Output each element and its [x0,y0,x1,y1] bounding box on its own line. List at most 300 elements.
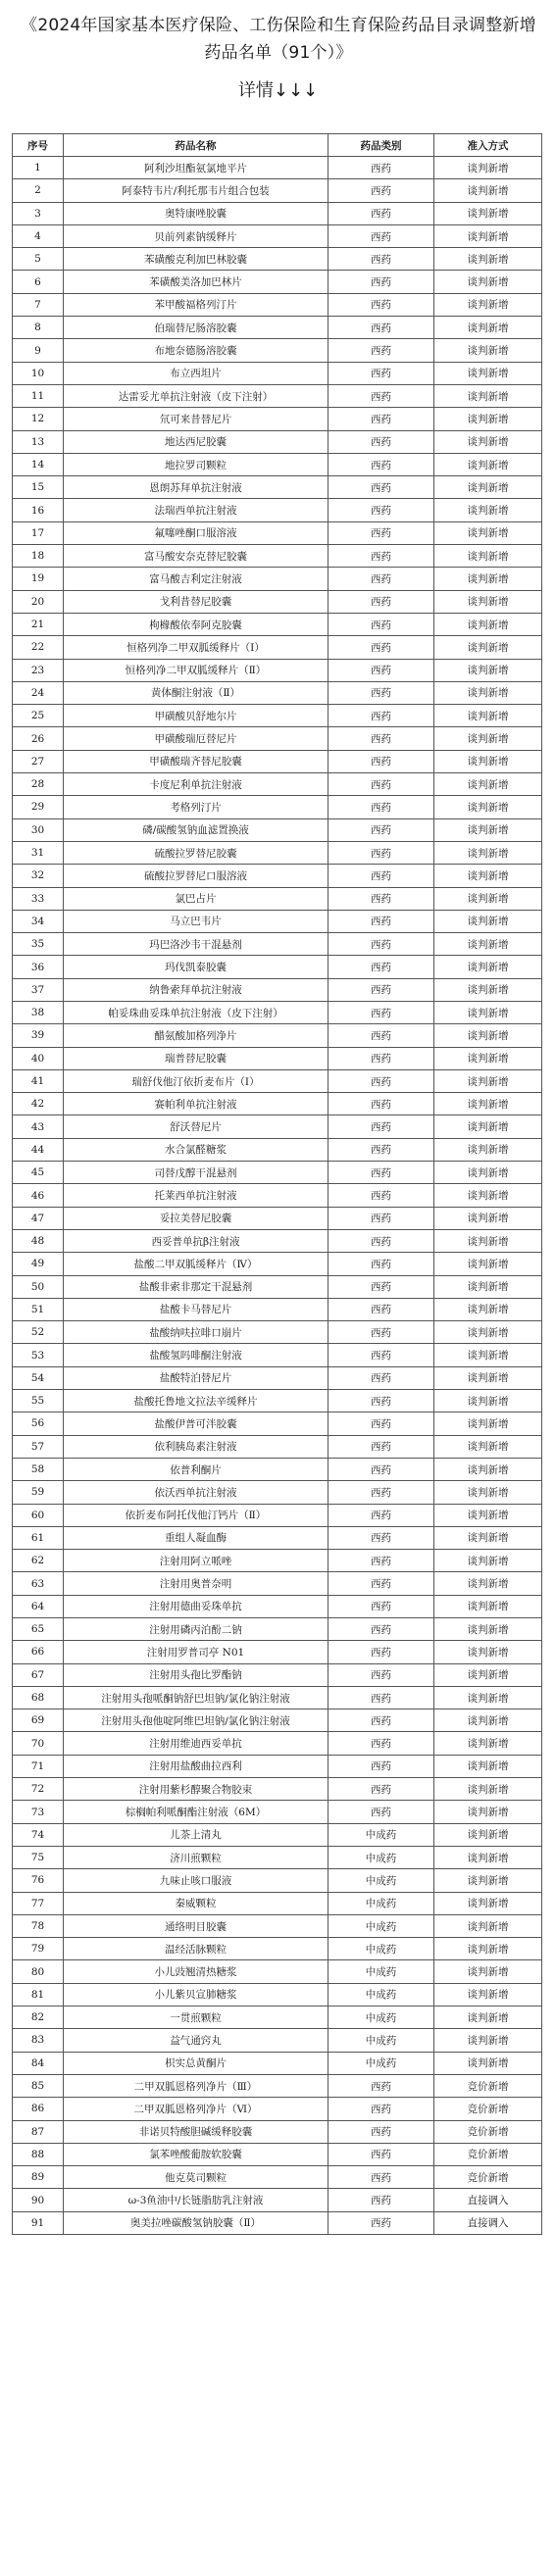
cell-drug-name: 注射用磷丙泊酚二钠 [64,1618,329,1641]
cell-access-method: 谈判新增 [434,865,542,887]
table-row [13,2143,542,2165]
table-row [13,1823,542,1846]
header-index: 序号 [13,134,64,157]
cell-access-method: 谈判新增 [434,1526,542,1549]
cell-drug-category: 西药 [329,1526,434,1549]
cell-access-method: 谈判新增 [434,202,542,224]
cell-drug-category: 西药 [329,1069,434,1092]
cell-drug-name: 托莱西单抗注射液 [64,1184,329,1207]
cell-access-method: 谈判新增 [434,453,542,475]
cell-drug-name: 苯磺酸克利加巴林胶囊 [64,248,329,271]
cell-index: 28 [13,773,64,796]
table-row [13,681,542,704]
table-row [13,2189,542,2211]
table-row [13,545,542,568]
cell-drug-name: 注射用罗普司亭 N01 [64,1641,329,1663]
table-row [13,1344,542,1366]
cell-drug-name: 注射用紫杉醇聚合物胶束 [64,1778,329,1801]
cell-access-method: 直接调入 [434,2211,542,2234]
table-row [13,613,542,635]
table-row [13,1869,542,1892]
table-row [13,2074,542,2097]
table-row [13,339,542,362]
cell-index: 81 [13,1983,64,2006]
table-row [13,499,542,521]
cell-access-method: 谈判新增 [434,384,542,407]
cell-drug-category: 西药 [329,202,434,224]
cell-index: 15 [13,476,64,499]
table-row [13,2120,542,2143]
table-row [13,956,542,978]
cell-drug-name: 注射用头孢哌酮钠舒巴坦钠/氯化钠注射液 [64,1686,329,1709]
table-row [13,1412,542,1435]
cell-index: 90 [13,2189,64,2211]
cell-drug-category: 西药 [329,1732,434,1755]
cell-index: 9 [13,339,64,362]
table-row [13,636,542,659]
cell-drug-category: 中成药 [329,1983,434,2006]
cell-access-method: 谈判新增 [434,179,542,202]
table-row [13,1526,542,1549]
cell-access-method: 谈判新增 [434,1572,542,1595]
cell-index: 65 [13,1618,64,1641]
table-row [13,521,542,544]
cell-index: 10 [13,362,64,384]
cell-drug-name: 阿泰特韦片/利托那韦片组合包装 [64,179,329,202]
table-row [13,1321,542,1344]
cell-access-method: 谈判新增 [434,157,542,179]
cell-index: 42 [13,1093,64,1115]
cell-drug-category: 中成药 [329,1823,434,1846]
table-row [13,179,542,202]
cell-drug-category: 中成药 [329,1960,434,1983]
cell-drug-name: 戈利昔替尼胶囊 [64,590,329,613]
cell-index: 19 [13,568,64,590]
cell-index: 64 [13,1595,64,1617]
cell-access-method: 谈判新增 [434,293,542,316]
cell-access-method: 谈判新增 [434,1458,542,1480]
cell-access-method: 谈判新增 [434,1115,542,1138]
cell-access-method: 谈判新增 [434,887,542,910]
table-row [13,1047,542,1069]
cell-drug-name: 奥美拉唑碳酸氢钠胶囊（Ⅱ） [64,2211,329,2234]
cell-drug-name: 棕榈帕利哌酮酯注射液（6M） [64,1801,329,1823]
cell-access-method: 谈判新增 [434,590,542,613]
cell-index: 49 [13,1253,64,1275]
cell-access-method: 谈判新增 [434,1344,542,1366]
cell-drug-category: 西药 [329,1344,434,1366]
cell-index: 17 [13,521,64,544]
cell-access-method: 谈判新增 [434,2029,542,2052]
cell-drug-category: 西药 [329,1115,434,1138]
cell-index: 20 [13,590,64,613]
cell-drug-name: 盐酸纳呋拉啡口崩片 [64,1321,329,1344]
header-access-method: 准入方式 [434,134,542,157]
cell-access-method: 谈判新增 [434,910,542,932]
cell-access-method: 谈判新增 [434,1024,542,1047]
cell-drug-name: 益气通窍丸 [64,2029,329,2052]
cell-index: 75 [13,1846,64,1868]
table-row [13,1001,542,1023]
table-row [13,384,542,407]
cell-drug-name: 二甲双胍恩格列净片（Ⅲ） [64,2074,329,2097]
cell-drug-name: 他克莫司颗粒 [64,2166,329,2189]
cell-drug-category: 西药 [329,453,434,475]
cell-access-method: 直接调入 [434,2189,542,2211]
cell-index: 23 [13,659,64,681]
cell-index: 25 [13,705,64,727]
cell-drug-category: 西药 [329,659,434,681]
cell-access-method: 谈判新增 [434,1275,542,1298]
cell-access-method: 谈判新增 [434,1618,542,1641]
cell-access-method: 谈判新增 [434,1960,542,1983]
cell-drug-category: 西药 [329,1162,434,1184]
cell-drug-category: 西药 [329,1229,434,1252]
table-row [13,1938,542,1960]
cell-access-method: 谈判新增 [434,933,542,956]
cell-access-method: 谈判新增 [434,476,542,499]
cell-drug-name: 恒格列净二甲双胍缓释片（Ⅰ） [64,636,329,659]
cell-index: 52 [13,1321,64,1344]
cell-drug-name: 一贯煎颗粒 [64,2006,329,2029]
cell-index: 33 [13,887,64,910]
cell-access-method: 谈判新增 [434,271,542,293]
cell-drug-name: 阿利沙坦酯氨氯地平片 [64,157,329,179]
cell-drug-name: 依利胰岛素注射液 [64,1435,329,1458]
table-row [13,1550,542,1572]
cell-index: 26 [13,727,64,750]
cell-index: 22 [13,636,64,659]
cell-drug-name: 玛伐凯泰胶囊 [64,956,329,978]
page-title: 《2024年国家基本医疗保险、工伤保险和生育保险药品目录调整新增药品名单（91个）》 [21,16,536,63]
cell-drug-category: 西药 [329,2211,434,2234]
cell-drug-name: 依折麦布阿托伐他汀钙片（Ⅱ） [64,1504,329,1526]
cell-drug-name: 法瑞西单抗注射液 [64,499,329,521]
cell-drug-name: 甲磺酸贝舒地尔片 [64,705,329,727]
cell-drug-category: 西药 [329,956,434,978]
cell-drug-name: 瑞舒伐他汀依折麦布片（Ⅰ） [64,1069,329,1092]
table-row [13,1801,542,1823]
cell-drug-category: 西药 [329,1709,434,1732]
cell-drug-category: 西药 [329,1481,434,1504]
table-row [13,1504,542,1526]
cell-access-method: 谈判新增 [434,1093,542,1115]
cell-index: 51 [13,1298,64,1320]
table-row [13,1069,542,1092]
cell-drug-category: 西药 [329,1755,434,1777]
cell-drug-name: 二甲双胍恩格列净片（Ⅵ） [64,2098,329,2120]
cell-index: 91 [13,2211,64,2234]
cell-drug-name: 儿茶上清丸 [64,1823,329,1846]
cell-drug-name: 依沃西单抗注射液 [64,1481,329,1504]
table-row [13,1778,542,1801]
cell-drug-category: 西药 [329,1663,434,1686]
cell-index: 13 [13,430,64,453]
cell-drug-name: 盐酸卡马替尼片 [64,1298,329,1320]
cell-drug-category: 中成药 [329,1892,434,1914]
cell-drug-category: 西药 [329,910,434,932]
cell-drug-category: 西药 [329,1253,434,1275]
cell-index: 38 [13,1001,64,1023]
cell-index: 63 [13,1572,64,1595]
cell-index: 31 [13,841,64,864]
cell-index: 46 [13,1184,64,1207]
cell-access-method: 谈判新增 [434,1641,542,1663]
cell-drug-name: 水合氯醛糖浆 [64,1138,329,1161]
cell-access-method: 谈判新增 [434,1412,542,1435]
cell-access-method: 谈判新增 [434,317,542,339]
cell-index: 68 [13,1686,64,1709]
cell-drug-category: 西药 [329,750,434,772]
cell-drug-name: 富马酸吉利定注射液 [64,568,329,590]
cell-access-method: 谈判新增 [434,499,542,521]
cell-drug-name: 赛帕利单抗注射液 [64,1093,329,1115]
cell-index: 34 [13,910,64,932]
table-row [13,430,542,453]
table-row [13,1390,542,1412]
cell-access-method: 谈判新增 [434,1709,542,1732]
cell-drug-name: 盐酸伊普可泮胶囊 [64,1412,329,1435]
cell-index: 48 [13,1229,64,1252]
cell-access-method: 谈判新增 [434,1550,542,1572]
cell-drug-category: 西药 [329,1572,434,1595]
cell-drug-name: 济川煎颗粒 [64,1846,329,1868]
cell-drug-category: 西药 [329,1618,434,1641]
cell-access-method: 谈判新增 [434,1298,542,1320]
table-row [13,476,542,499]
cell-access-method: 谈判新增 [434,1229,542,1252]
cell-index: 2 [13,179,64,202]
cell-access-method: 谈判新增 [434,1595,542,1617]
cell-index: 89 [13,2166,64,2189]
cell-index: 55 [13,1390,64,1412]
cell-index: 7 [13,293,64,316]
cell-drug-category: 西药 [329,1504,434,1526]
cell-drug-category: 西药 [329,2098,434,2120]
cell-drug-category: 西药 [329,796,434,818]
cell-access-method: 谈判新增 [434,1846,542,1868]
table-row [13,408,542,430]
cell-drug-name: 重组人凝血酶 [64,1526,329,1549]
cell-drug-category: 西药 [329,408,434,430]
cell-drug-category: 西药 [329,705,434,727]
cell-index: 16 [13,499,64,521]
cell-access-method: 谈判新增 [434,408,542,430]
table-row [13,1162,542,1184]
cell-drug-name: 注射用头孢他啶阿维巴坦钠/氯化钠注射液 [64,1709,329,1732]
header-drug-name: 药品名称 [64,134,329,157]
table-row [13,590,542,613]
cell-drug-category: 西药 [329,818,434,841]
table-row [13,1298,542,1320]
cell-access-method: 谈判新增 [434,818,542,841]
cell-access-method: 谈判新增 [434,1162,542,1184]
table-row [13,1892,542,1914]
table-row [13,202,542,224]
cell-drug-category: 西药 [329,1001,434,1023]
cell-index: 40 [13,1047,64,1069]
table-row [13,978,542,1001]
cell-drug-category: 西药 [329,1138,434,1161]
cell-index: 30 [13,818,64,841]
cell-drug-name: 伯瑞替尼肠溶胶囊 [64,317,329,339]
table-row [13,1435,542,1458]
table-row [13,1184,542,1207]
cell-drug-name: 奥特康唑胶囊 [64,202,329,224]
cell-access-method: 谈判新增 [434,796,542,818]
table-row [13,293,542,316]
cell-index: 60 [13,1504,64,1526]
table-row [13,841,542,864]
cell-drug-category: 西药 [329,841,434,864]
cell-access-method: 谈判新增 [434,545,542,568]
table-row [13,568,542,590]
cell-drug-category: 西药 [329,521,434,544]
table-row [13,865,542,887]
cell-drug-name: 非诺贝特酸胆碱缓释胶囊 [64,2120,329,2143]
cell-drug-name: 氘可来昔替尼片 [64,408,329,430]
cell-index: 29 [13,796,64,818]
cell-index: 74 [13,1823,64,1846]
cell-drug-name: 硫酸拉罗替尼口服溶液 [64,865,329,887]
cell-index: 84 [13,2052,64,2074]
cell-drug-category: 西药 [329,613,434,635]
cell-access-method: 谈判新增 [434,978,542,1001]
details-subtitle: 详情↓↓↓ [237,80,319,101]
cell-drug-name: 布立西坦片 [64,362,329,384]
cell-index: 79 [13,1938,64,1960]
cell-index: 4 [13,224,64,247]
cell-access-method: 谈判新增 [434,1914,542,1937]
cell-index: 21 [13,613,64,635]
table-row [13,453,542,475]
cell-index: 32 [13,865,64,887]
table-row [13,1138,542,1161]
cell-drug-category: 中成药 [329,1869,434,1892]
cell-index: 45 [13,1162,64,1184]
cell-drug-category: 西药 [329,339,434,362]
cell-access-method: 谈判新增 [434,224,542,247]
cell-index: 78 [13,1914,64,1937]
cell-access-method: 谈判新增 [434,1801,542,1823]
cell-access-method: 谈判新增 [434,659,542,681]
table-row [13,1229,542,1252]
cell-index: 80 [13,1960,64,1983]
cell-drug-category: 西药 [329,590,434,613]
cell-drug-name: 磷/碳酸氢钠血滤置换液 [64,818,329,841]
cell-access-method: 谈判新增 [434,841,542,864]
cell-index: 73 [13,1801,64,1823]
cell-access-method: 谈判新增 [434,727,542,750]
table-row [13,2166,542,2189]
cell-drug-name: 地拉罗司颗粒 [64,453,329,475]
cell-access-method: 谈判新增 [434,1686,542,1709]
cell-access-method: 谈判新增 [434,1778,542,1801]
cell-drug-category: 西药 [329,2189,434,2211]
cell-drug-name: 苯甲酸福格列汀片 [64,293,329,316]
cell-drug-category: 西药 [329,978,434,1001]
table-row [13,362,542,384]
table-row [13,1914,542,1937]
cell-index: 82 [13,2006,64,2029]
table-row [13,1686,542,1709]
table-row [13,659,542,681]
cell-drug-category: 西药 [329,1366,434,1389]
cell-index: 11 [13,384,64,407]
cell-drug-category: 西药 [329,636,434,659]
cell-drug-category: 西药 [329,2120,434,2143]
cell-access-method: 谈判新增 [434,1253,542,1275]
cell-drug-category: 中成药 [329,2029,434,2052]
cell-access-method: 谈判新增 [434,705,542,727]
cell-drug-name: 甲磺酸瑞齐替尼胶囊 [64,750,329,772]
cell-drug-category: 西药 [329,1595,434,1617]
cell-drug-category: 中成药 [329,2006,434,2029]
cell-access-method: 竞价新增 [434,2143,542,2165]
cell-drug-category: 西药 [329,2074,434,2097]
table-row [13,773,542,796]
drug-table-container [12,133,541,2235]
cell-drug-name: 卡度尼利单抗注射液 [64,773,329,796]
cell-index: 39 [13,1024,64,1047]
cell-index: 3 [13,202,64,224]
cell-drug-name: 纳鲁索拜单抗注射液 [64,978,329,1001]
cell-access-method: 谈判新增 [434,1755,542,1777]
cell-drug-name: 枸橼酸依奉阿克胶囊 [64,613,329,635]
cell-drug-category: 西药 [329,1321,434,1344]
table-header-row [13,134,542,157]
cell-index: 66 [13,1641,64,1663]
cell-access-method: 谈判新增 [434,1869,542,1892]
cell-access-method: 竞价新增 [434,2120,542,2143]
cell-drug-category: 西药 [329,157,434,179]
cell-drug-name: 小儿紫贝宣肺糖浆 [64,1983,329,2006]
cell-index: 37 [13,978,64,1001]
cell-index: 69 [13,1709,64,1732]
cell-drug-name: 帕妥珠曲妥珠单抗注射液（皮下注射） [64,1001,329,1023]
cell-drug-category: 西药 [329,1024,434,1047]
table-row [13,910,542,932]
cell-access-method: 谈判新增 [434,1184,542,1207]
cell-drug-name: 枳实总黄酮片 [64,2052,329,2074]
table-row [13,1732,542,1755]
cell-index: 8 [13,317,64,339]
cell-drug-category: 西药 [329,568,434,590]
cell-index: 61 [13,1526,64,1549]
cell-access-method: 谈判新增 [434,613,542,635]
cell-drug-category: 西药 [329,499,434,521]
cell-access-method: 谈判新增 [434,1983,542,2006]
table-row [13,157,542,179]
cell-access-method: 谈判新增 [434,1435,542,1458]
cell-access-method: 谈判新增 [434,636,542,659]
cell-drug-category: 西药 [329,430,434,453]
table-row [13,1755,542,1777]
table-row [13,1960,542,1983]
table-row [13,2052,542,2074]
table-row [13,271,542,293]
cell-drug-category: 西药 [329,1778,434,1801]
cell-drug-category: 西药 [329,1412,434,1435]
cell-drug-category: 中成药 [329,1938,434,1960]
cell-drug-name: 甲磺酸瑞厄替尼片 [64,727,329,750]
cell-access-method: 谈判新增 [434,1138,542,1161]
cell-drug-name: ω-3鱼油中/长链脂肪乳注射液 [64,2189,329,2211]
cell-index: 18 [13,545,64,568]
header-drug-category: 药品类别 [329,134,434,157]
table-row [13,1481,542,1504]
cell-drug-name: 依普利酮片 [64,1458,329,1480]
